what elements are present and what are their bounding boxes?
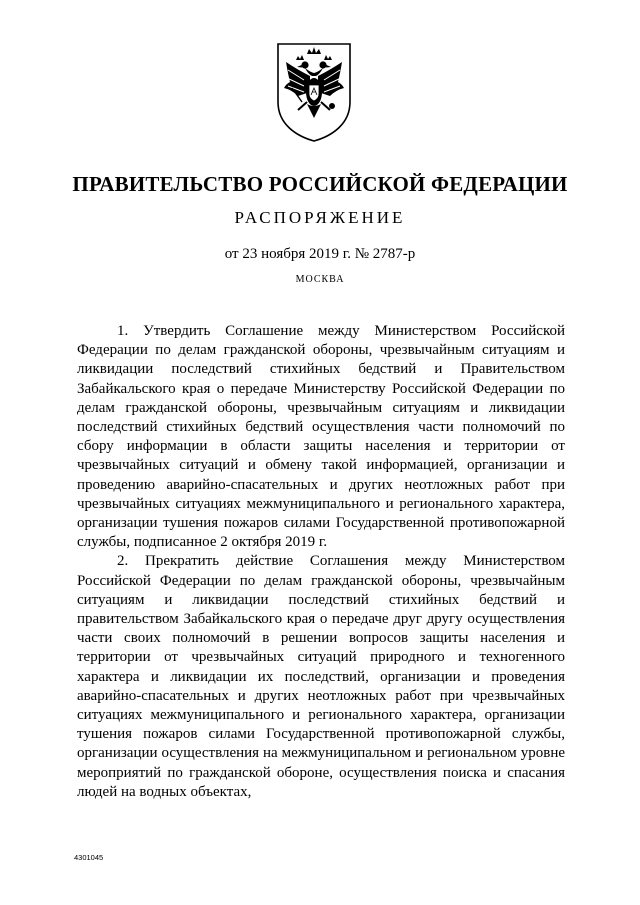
document-city: МОСКВА bbox=[295, 274, 345, 285]
document-body bbox=[77, 322, 565, 802]
document-date-number: от 23 ноября 2019 г. № 2787-р bbox=[224, 246, 416, 262]
russian-coat-of-arms-icon bbox=[274, 40, 354, 144]
government-title: ПРАВИТЕЛЬСТВО РОССИЙСКОЙ ФЕДЕРАЦИИ bbox=[72, 172, 568, 196]
document-type: РАСПОРЯЖЕНИЕ bbox=[234, 208, 406, 227]
document-code: 4301045 bbox=[74, 853, 104, 862]
paragraph-1: 1. Утвердить Соглашение между Министерством Российской Федерации по делам гражданской обороны, чрезвычайным ситуациям и ликвидации последствий стихийных бедствий и Правительством Забайкальского края о передаче Министерству Российской Федерации по делам гражданской обороны, чрезвычайным ситуациям и ликвидации последствий стихийных бедствий осуществления части полномочий по сбору информации в области защиты населения и территории от чрезвычайных ситуаций и обмену такой информацией, организации и проведению аварийно-спасательных и других неотложных работ при чрезвычайных ситуациях межмуниципального и регионального характера, организации тушения пожаров силами Государственной противопожарной службы, подписанное 2 октября 2019 г. bbox=[77, 323, 565, 551]
paragraph-2: 2. Прекратить действие Соглашения между Министерством Российской Федерации по делам гражданской обороны, чрезвычайным ситуациям и ликвидации последствий стихийных бедствий и правительством Забайкальского края о передаче друг другу осуществления части своих полномочий в решении вопросов защиты населения и территории от чрезвычайных ситуаций природного и техногенного характера и ликвидации их последствий, организации и проведения аварийно-спасательных и других неотложных работ при чрезвычайных ситуациях межмуниципального и регионального характера, организации тушения пожаров силами Государственной противопожарной службы, организации осуществления на межмуниципальном и региональном уровне мероприятий по гражданской обороне, осуществления поиска и спасания людей на водных объектах, bbox=[77, 553, 565, 800]
